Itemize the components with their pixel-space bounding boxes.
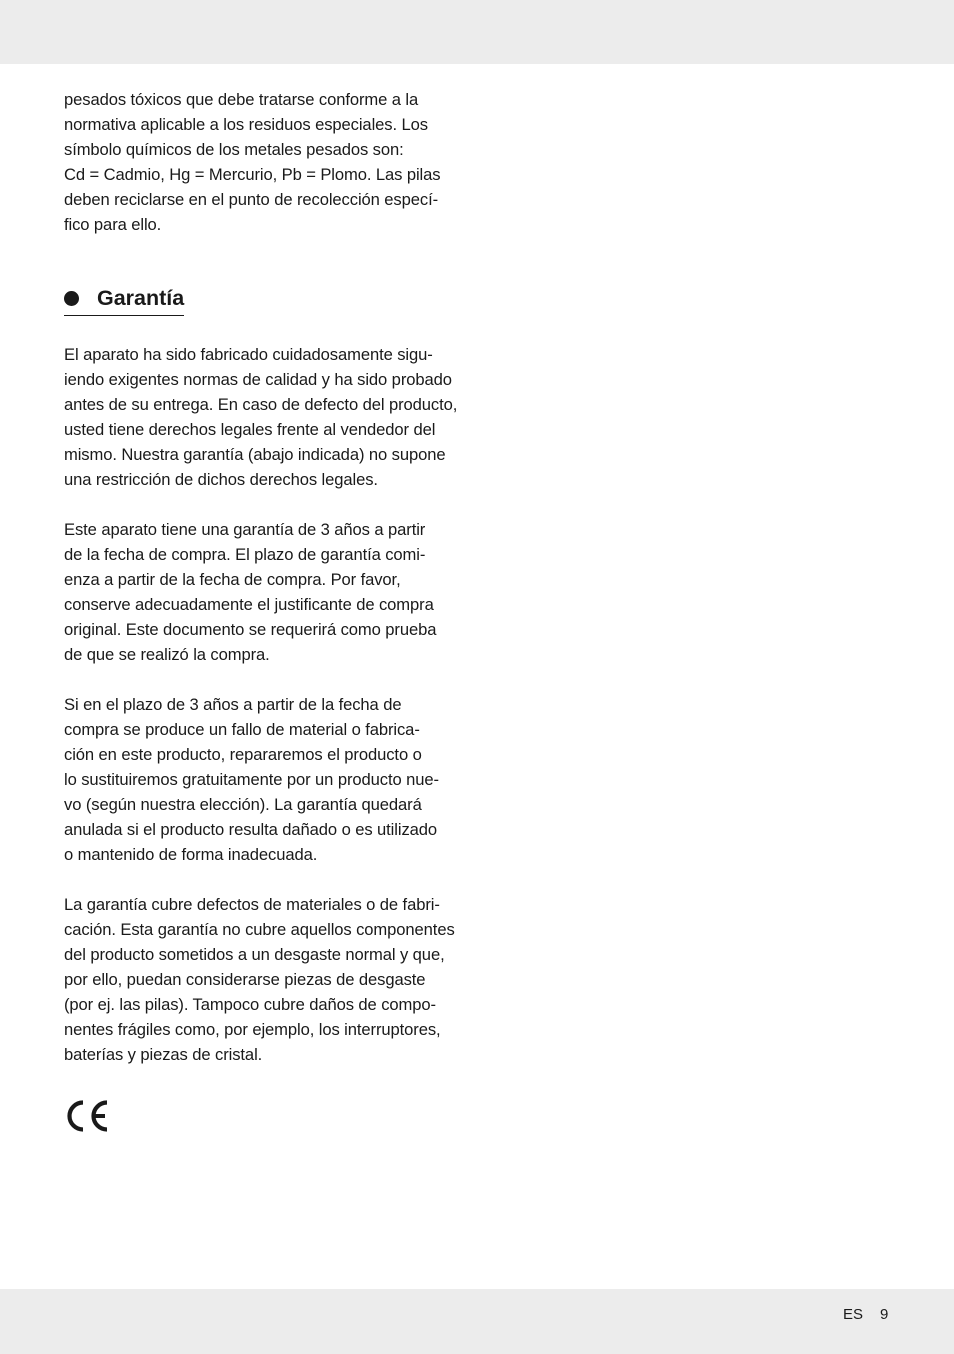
- text-line: pesados tóxicos que debe tratarse conforme a la: [64, 90, 419, 109]
- footer-page-number: 9: [880, 1306, 889, 1323]
- text-line: vo (según nuestra elección). La garantía quedará: [64, 795, 422, 814]
- text-line: enza a partir de la fecha de compra. Por favor,: [64, 570, 401, 589]
- text-line: antes de su entrega. En caso de defecto del producto,: [64, 395, 458, 414]
- header-band: [0, 0, 954, 64]
- filled-circle-bullet-icon: [64, 291, 79, 306]
- text-line: de la fecha de compra. El plazo de garantía comi-: [64, 545, 426, 564]
- footer-language: ES: [843, 1306, 864, 1323]
- text-line: (por ej. las pilas). Tampoco cubre daños de compo-: [64, 995, 436, 1014]
- section-heading-garantia: [64, 284, 184, 316]
- text-line: iendo exigentes normas de calidad y ha sido probado: [64, 370, 452, 389]
- text-line: baterías y piezas de cristal.: [64, 1045, 263, 1064]
- text-line: de que se realizó la compra.: [64, 645, 270, 664]
- text-line: Este aparato tiene una garantía de 3 años a partir: [64, 520, 426, 539]
- text-line: anulada si el producto resulta dañado o es utilizado: [64, 820, 438, 839]
- text-line: conserve adecuadamente el justificante de compra: [64, 595, 434, 614]
- section-title: Garantía: [97, 286, 185, 310]
- warranty-paragraph-1: [64, 342, 466, 492]
- ce-mark-icon: [64, 1099, 110, 1133]
- text-line: mismo. Nuestra garantía (abajo indicada) no supone: [64, 445, 446, 464]
- text-line: lo sustituiremos gratuitamente por un producto nue-: [64, 770, 439, 789]
- text-line: Si en el plazo de 3 años a partir de la fecha de: [64, 695, 402, 714]
- text-line: ción en este producto, repararemos el producto o: [64, 745, 422, 764]
- text-line: original. Este documento se requerirá como prueba: [64, 620, 437, 639]
- text-line: compra se produce un fallo de material o fabrica-: [64, 720, 420, 739]
- footer-band: [0, 1289, 954, 1354]
- text-line: usted tiene derechos legales frente al vendedor del: [64, 420, 436, 439]
- warranty-paragraph-4: [64, 892, 466, 1067]
- text-line: o mantenido de forma inadecuada.: [64, 845, 318, 864]
- text-line: del producto sometidos a un desgaste normal y que,: [64, 945, 445, 964]
- text-line: nentes frágiles como, por ejemplo, los interruptores,: [64, 1020, 441, 1039]
- warranty-paragraph-3: [64, 692, 466, 867]
- text-line: por ello, puedan considerarse piezas de desgaste: [64, 970, 426, 989]
- text-line: cación. Esta garantía no cubre aquellos componentes: [64, 920, 455, 939]
- text-line: La garantía cubre defectos de materiales o de fabri-: [64, 895, 440, 914]
- text-line: Cd = Cadmio, Hg = Mercurio, Pb = Plomo. Las pilas: [64, 165, 441, 184]
- text-line: El aparato ha sido fabricado cuidadosamente sigu-: [64, 345, 433, 364]
- warranty-paragraph-2: [64, 517, 466, 667]
- text-line: normativa aplicable a los residuos especiales. Los: [64, 115, 428, 134]
- text-line: fico para ello.: [64, 215, 162, 234]
- text-line: deben reciclarse en el punto de recolección especí-: [64, 190, 439, 209]
- intro-paragraph: [64, 87, 466, 237]
- text-line: una restricción de dichos derechos legales.: [64, 470, 378, 489]
- text-line: símbolo químicos de los metales pesados son:: [64, 140, 404, 159]
- main-column: [64, 87, 466, 1067]
